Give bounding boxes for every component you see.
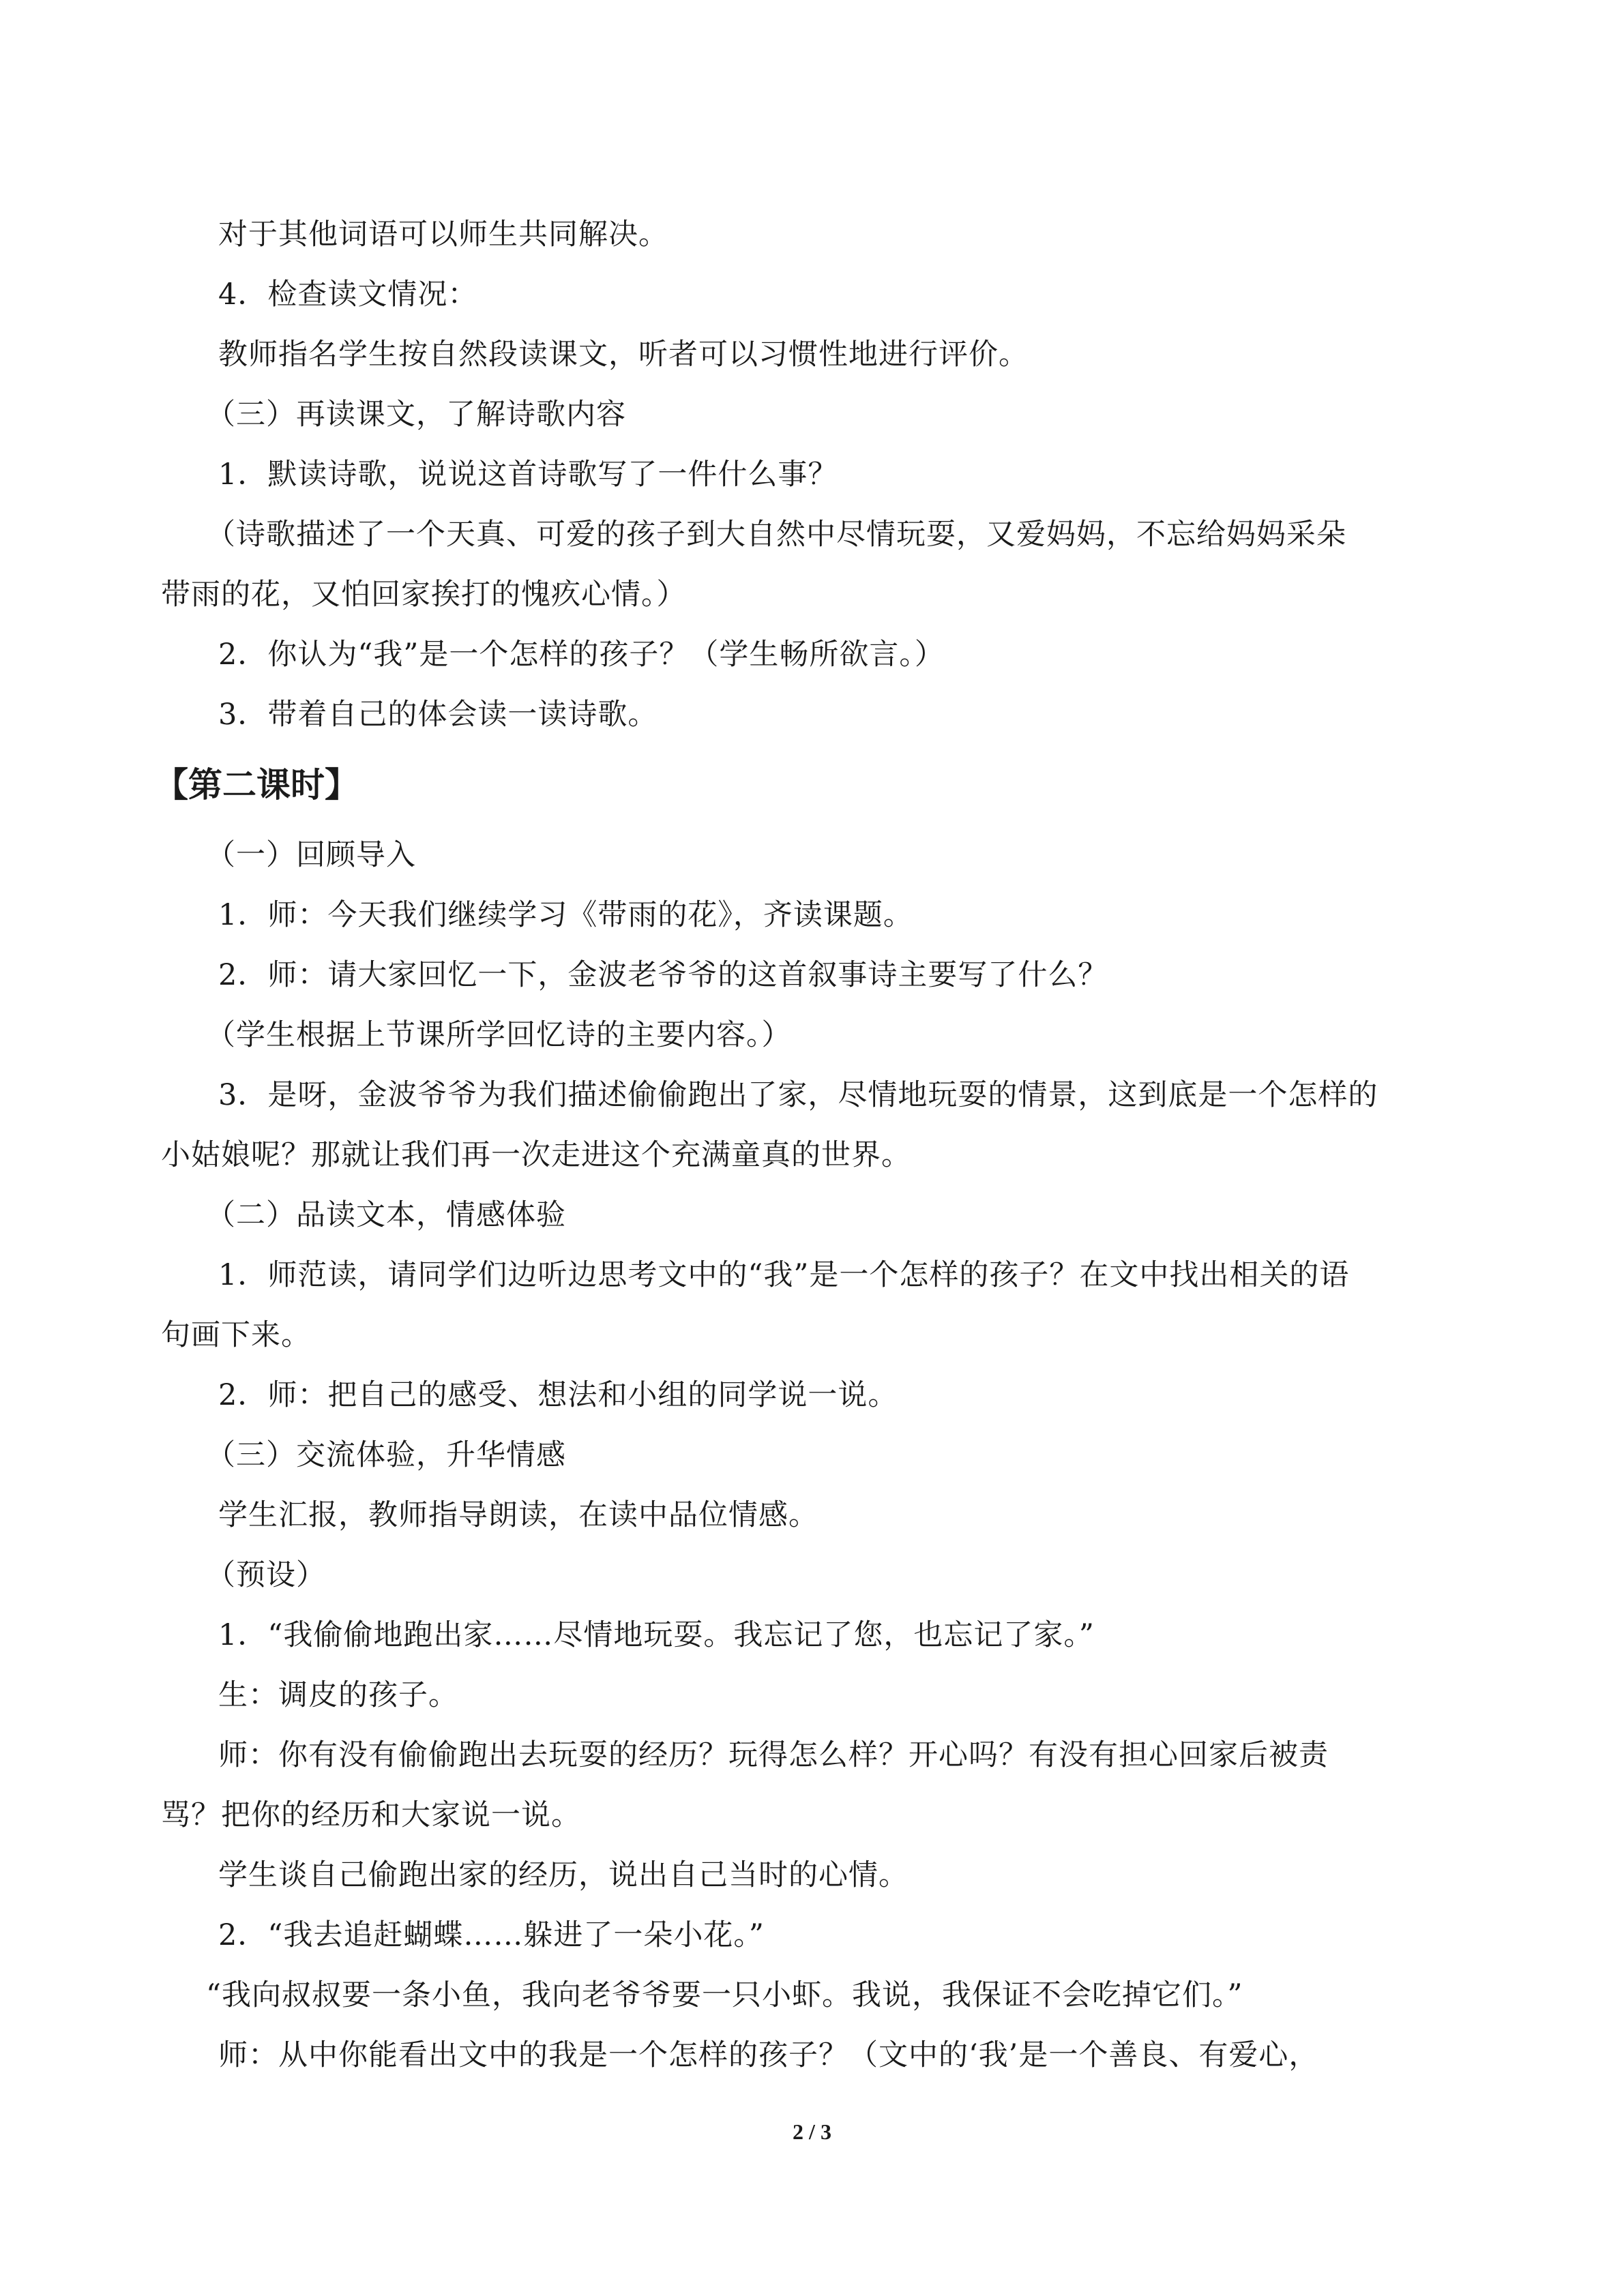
- text-line: 句画下来。: [161, 1318, 311, 1352]
- text-line: 2．师：把自己的感受、想法和小组的同学说一说。: [218, 1378, 898, 1412]
- text-line: 生：调皮的孩子。: [218, 1678, 458, 1712]
- text-line: “我向叔叔要一条小鱼，我向老爷爷要一只小虾。我说，我保证不会吃掉它们。”: [206, 1978, 1243, 2012]
- text-line: 对于其他词语可以师生共同解决。: [218, 218, 668, 252]
- text-line: （一）回顾导入: [206, 838, 416, 872]
- page-number: 2 / 3: [793, 2119, 831, 2144]
- text-line: 教师指名学生按自然段读课文，听者可以习惯性地进行评价。: [218, 338, 1029, 372]
- text-line: （诗歌描述了一个天真、可爱的孩子到大自然中尽情玩耍，又爱妈妈，不忘给妈妈采朵: [206, 518, 1346, 552]
- text-line: 3．是呀，金波爷爷为我们描述偷偷跑出了家，尽情地玩耍的情景，这到底是一个怎样的: [218, 1078, 1378, 1112]
- text-line: （三）再读课文，了解诗歌内容: [206, 398, 626, 432]
- text-line: 3．带着自己的体会读一读诗歌。: [218, 698, 658, 732]
- text-line: 1．默读诗歌，说说这首诗歌写了一件什么事？: [218, 458, 838, 492]
- text-line: 学生汇报，教师指导朗读，在读中品位情感。: [218, 1498, 818, 1532]
- text-line: 2．你认为“我”是一个怎样的孩子？（学生畅所欲言。）: [218, 638, 945, 672]
- text-line: 师：从中你能看出文中的我是一个怎样的孩子？（文中的‘我’是一个善良、有爱心，: [218, 2038, 1319, 2072]
- text-line: 师：你有没有偷偷跑出去玩耍的经历？玩得怎么样？开心吗？有没有担心回家后被责: [218, 1738, 1329, 1772]
- text-line: 1．师：今天我们继续学习《带雨的花》，齐读课题。: [218, 898, 913, 932]
- text-line: 小姑娘呢？那就让我们再一次走进这个充满童真的世界。: [161, 1138, 911, 1172]
- text-line: 1．“我偷偷地跑出家……尽情地玩耍。我忘记了您，也忘记了家。”: [218, 1618, 1095, 1652]
- text-line: （预设）: [206, 1558, 326, 1592]
- text-line: （二）品读文本，情感体验: [206, 1198, 566, 1232]
- text-line: 2．师：请大家回忆一下，金波老爷爷的这首叙事诗主要写了什么？: [218, 958, 1108, 992]
- text-line: 学生谈自己偷跑出家的经历，说出自己当时的心情。: [218, 1858, 909, 1892]
- text-line: 1．师范读，请同学们边听边思考文中的“我”是一个怎样的孩子？在文中找出相关的语: [218, 1258, 1350, 1292]
- text-line: 4．检查读文情况：: [218, 278, 478, 312]
- text-line: 2．“我去追赶蝴蝶……躲进了一朵小花。”: [218, 1918, 765, 1952]
- text-line: （三）交流体验，升华情感: [206, 1438, 566, 1472]
- text-line: 带雨的花，又怕回家挨打的愧疚心情。）: [161, 578, 687, 612]
- text-line: （学生根据上节课所学回忆诗的主要内容。）: [206, 1018, 792, 1052]
- section-heading: 【第二课时】: [154, 765, 359, 805]
- text-line: 骂？把你的经历和大家说一说。: [161, 1798, 581, 1832]
- document-body: [154, 205, 1472, 2085]
